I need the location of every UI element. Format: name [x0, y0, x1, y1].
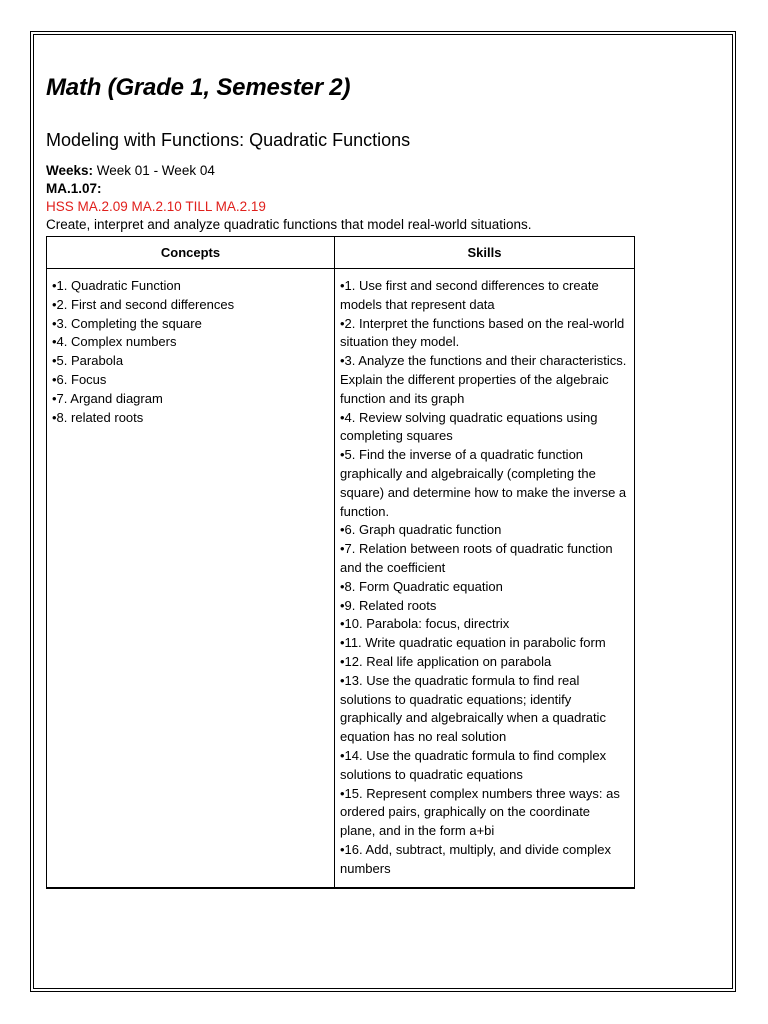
- standard-code: MA.1.07:: [46, 181, 102, 196]
- table-row: [47, 269, 635, 888]
- concept-item: •2. First and second differences: [52, 296, 235, 312]
- weeks-value: Week 01 - Week 04: [93, 163, 215, 178]
- skills-cell: [335, 269, 635, 888]
- document-content: [46, 72, 634, 889]
- standards-list: HSS MA.2.09 MA.2.10 TILL MA.2.19: [46, 199, 266, 214]
- concept-item: •3. Completing the square: [52, 315, 202, 331]
- skill-item: •1. Use first and second differences to create models that represent data: [340, 278, 599, 312]
- concepts-header: Concepts: [47, 237, 335, 269]
- skill-item: •12. Real life application on parabola: [340, 653, 552, 669]
- skill-item: •4. Review solving quadratic equations using completing squares: [340, 409, 598, 444]
- skill-item: •13. Use the quadratic formula to find real solutions to quadratic equations; identify graphically and algebraically when a quadratic equation has no real solution: [340, 672, 606, 745]
- concept-item: •6. Focus: [52, 371, 107, 387]
- table-header-row: [47, 237, 635, 269]
- concept-item: •8. related roots: [52, 409, 144, 425]
- skill-item: •14. Use the quadratic formula to find complex solutions to quadratic equations: [340, 747, 607, 782]
- concept-item: •1. Quadratic Function: [52, 278, 181, 293]
- weeks-line: [46, 162, 634, 180]
- skill-item: •6. Graph quadratic function: [340, 522, 502, 538]
- skill-item: •9. Related roots: [340, 597, 437, 613]
- skill-item: •7. Relation between roots of quadratic function and the coefficient: [340, 541, 613, 575]
- document-subtitle: Modeling with Functions: Quadratic Functions: [46, 130, 411, 150]
- skill-item: •15. Represent complex numbers three ways: as ordered pairs, graphically on the coordinate plane, and in the form a+bi: [340, 785, 620, 839]
- concepts-cell: [47, 269, 335, 888]
- skill-item: •16. Add, subtract, multiply, and divide complex numbers: [340, 841, 611, 876]
- concept-item: •4. Complex numbers: [52, 334, 177, 350]
- document-title: Math (Grade 1, Semester 2): [46, 74, 351, 101]
- concept-item: •7. Argand diagram: [52, 390, 163, 406]
- skills-header: Skills: [335, 237, 635, 269]
- skill-item: •10. Parabola: focus, directrix: [340, 616, 510, 632]
- unit-description: Create, interpret and analyze quadratic functions that model real-world situations.: [46, 217, 532, 232]
- weeks-label: Weeks:: [46, 163, 94, 178]
- skill-item: •3. Analyze the functions and their characteristics. Explain the different properties of the algebraic function and its graph: [340, 353, 627, 406]
- skill-item: •2. Interpret the functions based on the real-world situation they model.: [340, 315, 625, 350]
- concept-item: •5. Parabola: [52, 353, 124, 369]
- curriculum-table: [46, 236, 635, 889]
- skill-item: •11. Write quadratic equation in parabolic form: [340, 635, 606, 651]
- skill-item: •5. Find the inverse of a quadratic function graphically and algebraically (completing the square) and determine how to make the inverse a function.: [340, 447, 627, 519]
- skill-item: •8. Form Quadratic equation: [340, 578, 503, 594]
